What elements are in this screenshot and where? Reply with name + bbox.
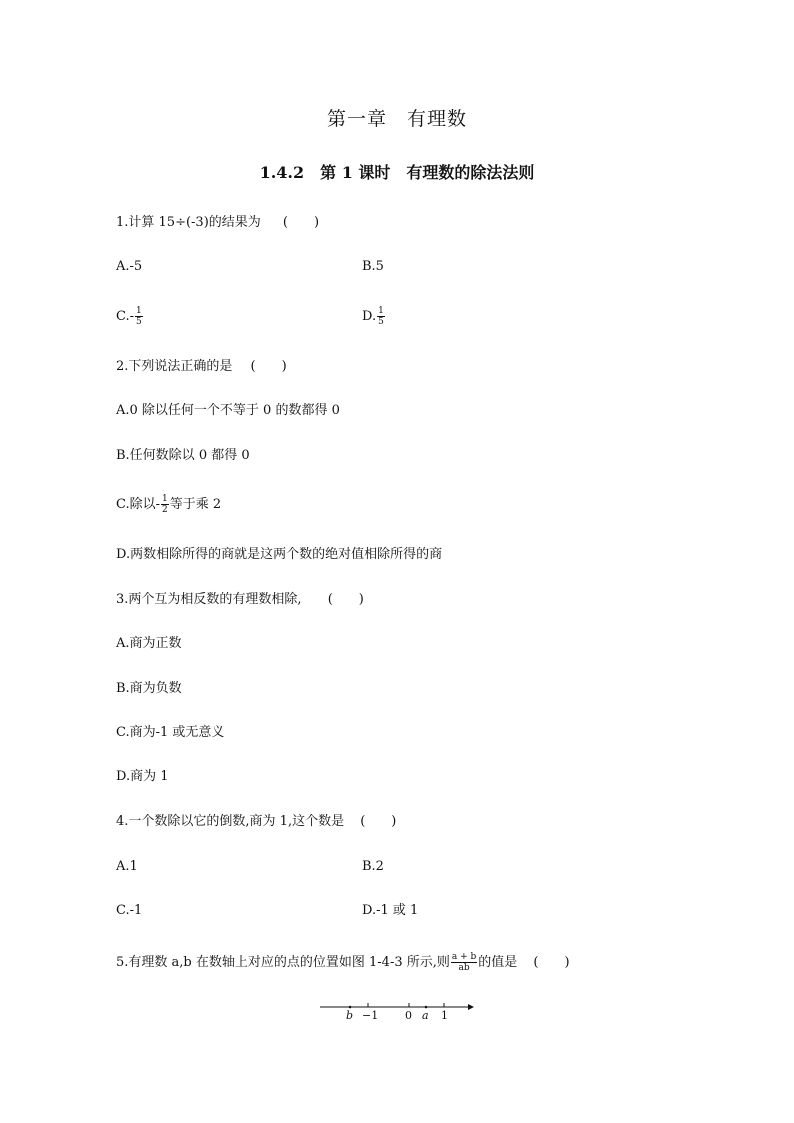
q4-option-c: C.-1 [116,903,143,918]
fraction [135,306,143,327]
label-b: b [346,1009,354,1021]
question-5 [116,952,570,973]
point-b [349,1006,352,1009]
fraction [377,306,385,327]
question-1-stem: 1.计算 15÷(-3)的结果为 [116,215,261,230]
label-one: 1 [441,1009,448,1021]
fraction-a-plus-b-over-ab [451,952,477,973]
q1-option-c [116,306,144,327]
option-prefix: D. [362,309,377,324]
q4-option-d: D.-1 或 1 [362,903,419,918]
q2-option-d: D.两数相除所得的商就是这两个数的绝对值相除所得的商 [116,547,443,562]
arrow-icon [468,1004,474,1010]
option-suffix: 等于乘 2 [169,497,222,512]
option-prefix: C.- [116,309,135,324]
fraction-denominator: 5 [136,317,142,327]
fraction-numerator: a + b [451,952,477,962]
option-prefix: C.除以- [116,497,161,512]
label-minus-one: −1 [362,1009,379,1021]
question-5-stem-suffix: 的值是 [478,955,518,970]
question-4-stem: 4.一个数除以它的倒数,商为 1,这个数是 [116,814,345,829]
fraction-denominator: ab [458,963,470,973]
question-5-stem-prefix: 5.有理数 a,b 在数轴上对应的点的位置如图 1-4-3 所示,则 [116,955,450,970]
fraction [161,494,169,515]
q1-option-d [362,306,386,327]
question-1 [116,214,319,232]
question-4 [116,813,396,831]
question-2 [116,358,287,376]
fraction-numerator: 1 [136,306,142,316]
fraction-denominator: 5 [378,317,384,327]
q2-option-a: A.0 除以任何一个不等于 0 的数都得 0 [116,403,340,418]
lesson-title: 1.4.2 第 1 课时 有理数的除法法则 [259,163,535,182]
answer-bracket: ( ) [282,215,320,230]
fraction-denominator: 2 [162,505,168,515]
fraction-numerator: 1 [378,306,384,316]
answer-bracket: ( ) [533,955,570,970]
label-zero: 0 [405,1009,412,1021]
label-a: a [422,1009,429,1021]
question-3 [116,591,364,609]
answer-bracket: ( ) [327,592,364,607]
answer-bracket: ( ) [250,359,287,374]
q3-option-b: B.商为负数 [116,681,182,696]
chapter-title: 第一章 有理数 [326,108,467,130]
question-2-stem: 2.下列说法正确的是 [116,359,233,374]
q3-option-c: C.商为-1 或无意义 [116,725,225,740]
q2-option-b: B.任何数除以 0 都得 0 [116,448,250,463]
point-a [425,1006,428,1009]
q3-option-a: A.商为正数 [116,636,182,651]
number-line-figure [318,995,478,1021]
q4-option-a: A.1 [116,859,138,874]
q2-option-c [116,494,221,515]
q4-option-b: B.2 [362,859,384,874]
fraction-numerator: 1 [162,494,168,504]
q1-option-b: B.5 [362,259,384,274]
q3-option-d: D.商为 1 [116,769,169,784]
question-3-stem: 3.两个互为相反数的有理数相除, [116,592,302,607]
q1-option-a: A.-5 [116,259,143,274]
answer-bracket: ( ) [360,814,397,829]
